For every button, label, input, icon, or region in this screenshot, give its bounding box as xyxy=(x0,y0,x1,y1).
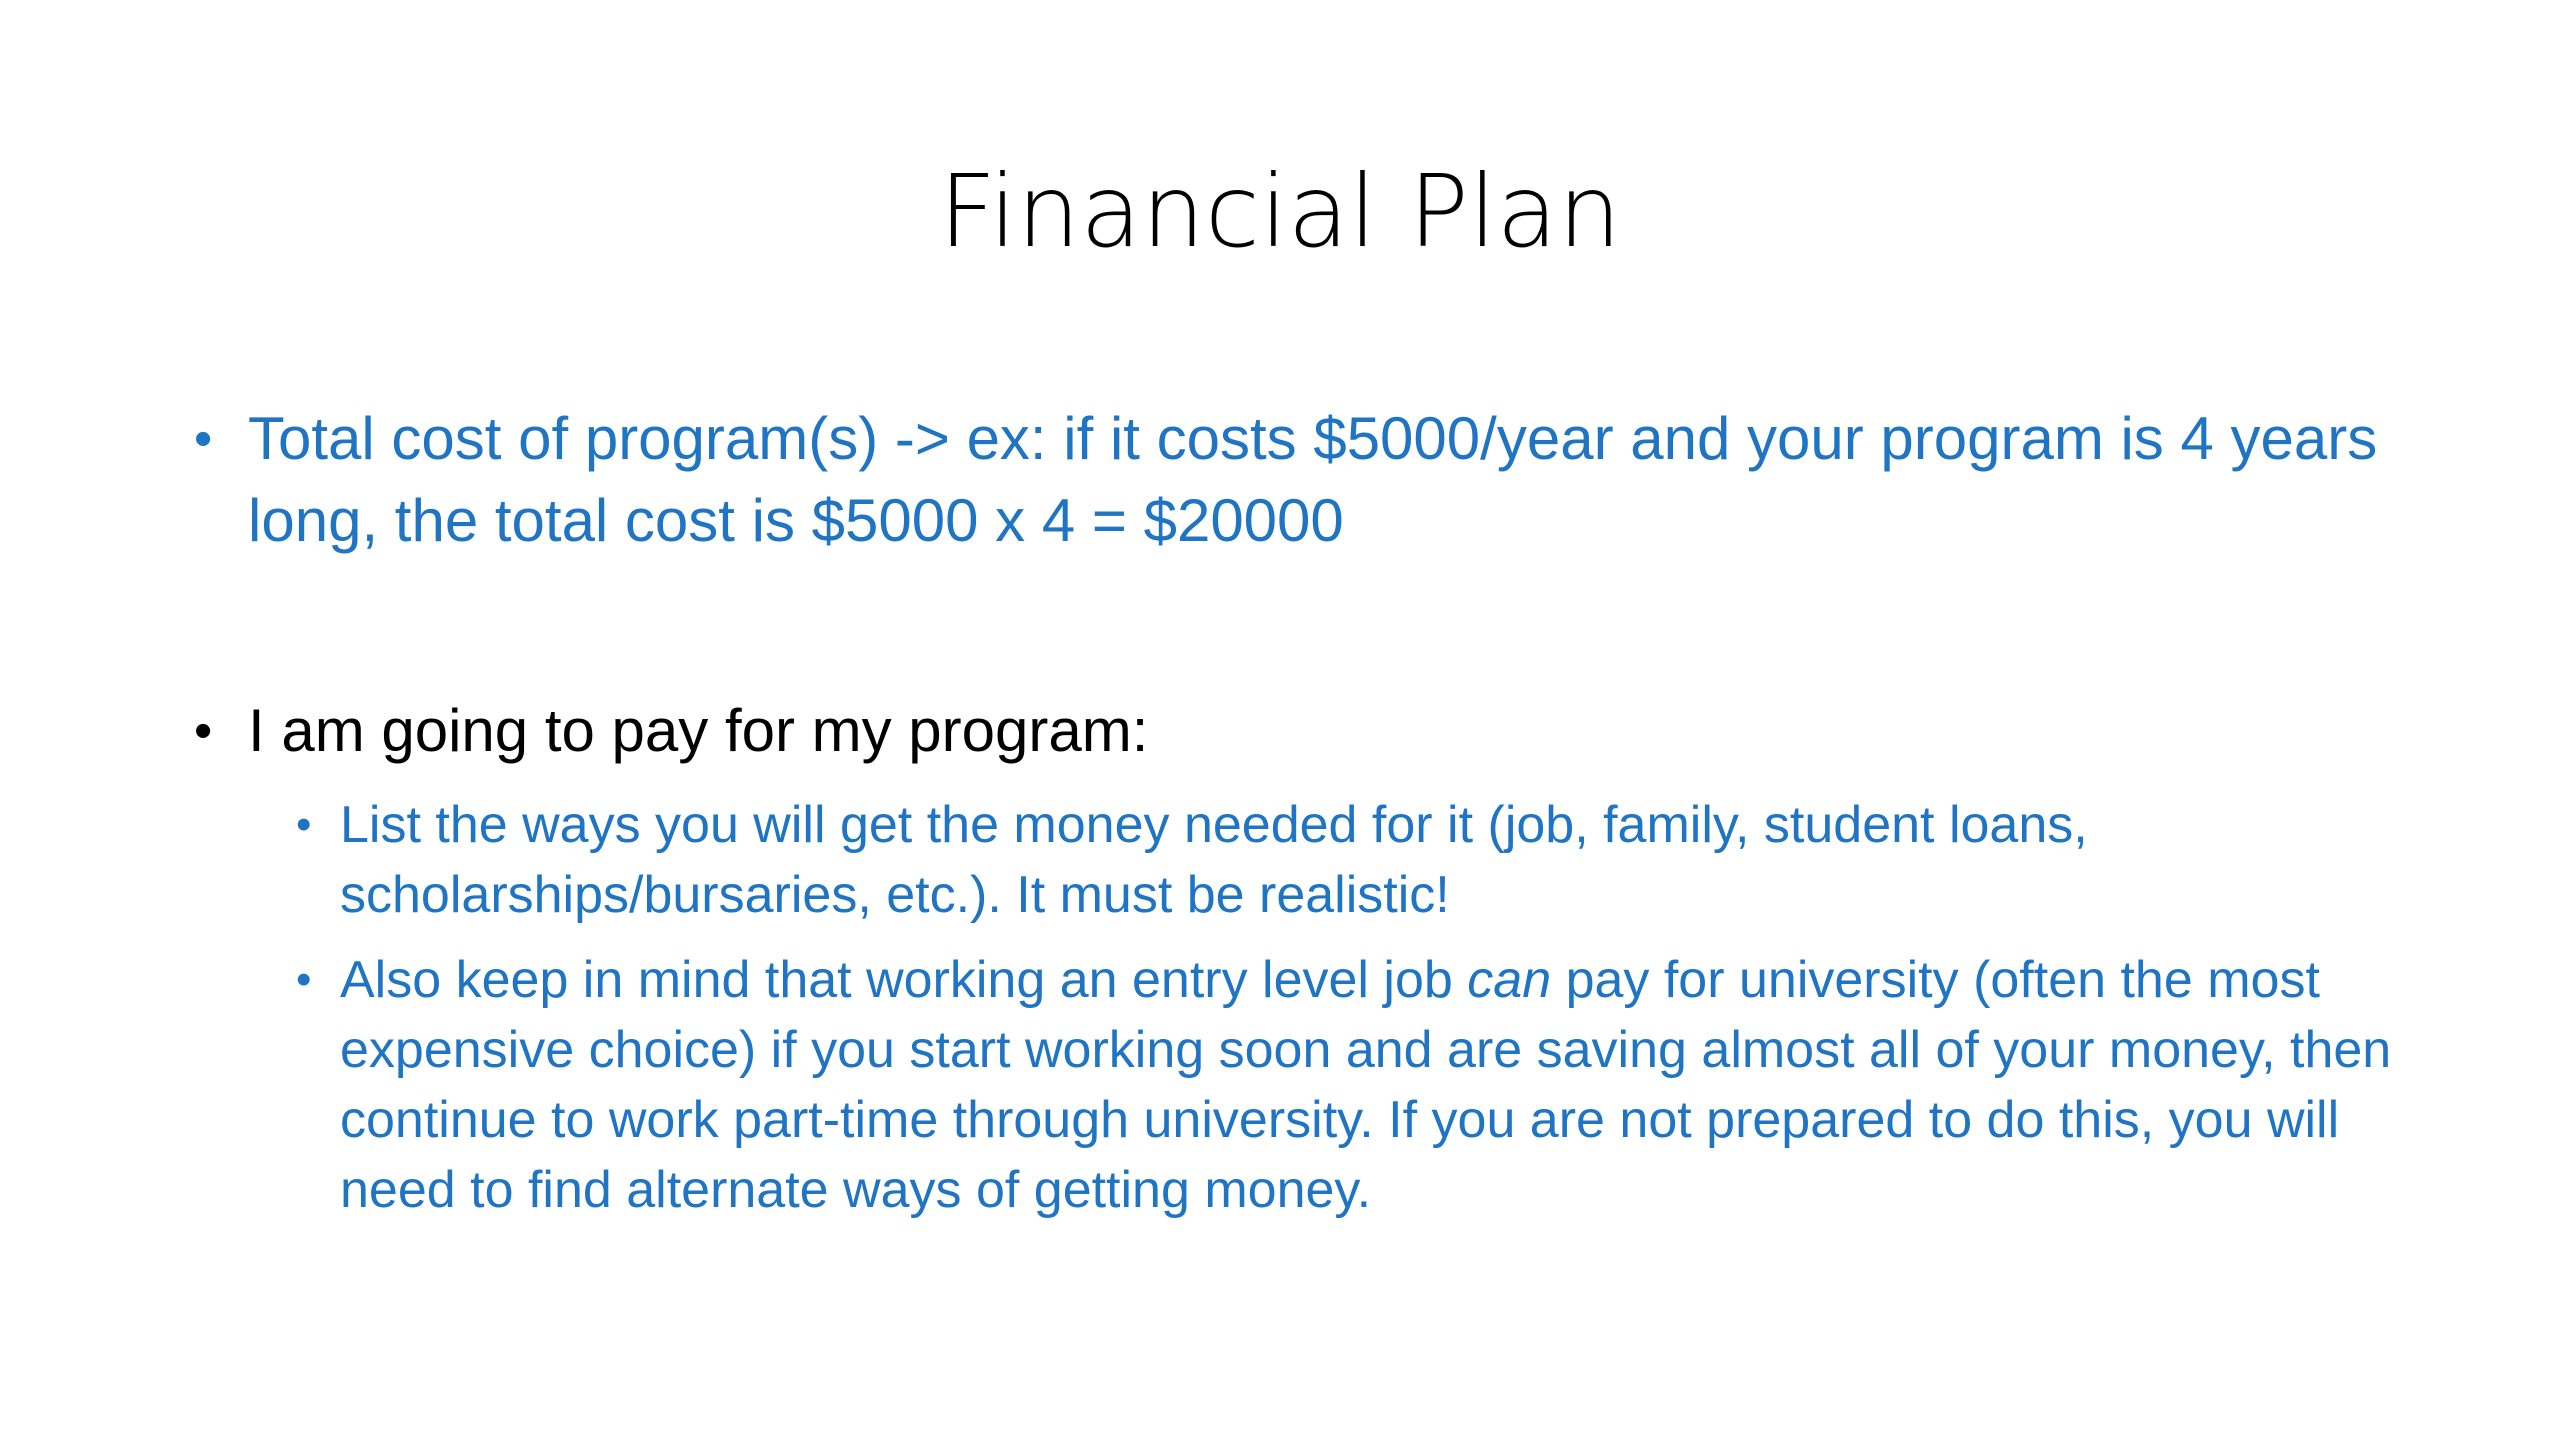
bullet-pay-for-program-text: I am going to pay for my program: xyxy=(248,697,1149,764)
sub-bullet-text-before: Also keep in mind that working an entry level job xyxy=(340,951,1468,1009)
bullet-total-cost-text: Total cost of program(s) -> ex: if it costs $5000/year and your program is 4 years long, the total cost is $5000 x 4 = $20000 xyxy=(248,405,2378,554)
bullet-dot-icon: • xyxy=(296,800,312,849)
bullet-dot-icon: • xyxy=(194,702,213,760)
sub-bullet-text-after: pay for university (often the most expensive choice) if you start working soon and are saving almost all of your money, then continue to work part-time through university. If you are not prepared to do this, you will need to find alternate ways of getting money. xyxy=(340,951,2392,1219)
bullet-pay-for-program xyxy=(194,690,2438,772)
bullet-dot-icon: • xyxy=(296,955,312,1004)
sub-bullet-entry-level-job xyxy=(296,945,2426,1225)
sub-bullet-list-ways xyxy=(296,790,2426,930)
bullet-dot-icon: • xyxy=(194,410,213,468)
sub-bullet-emphasis: can xyxy=(1467,951,1552,1009)
sub-bullet-list-ways-text: List the ways you will get the money needed for it (job, family, student loans, scholarships/bursaries, etc.). It must be realistic! xyxy=(340,796,2088,924)
bullet-total-cost xyxy=(194,398,2438,562)
sub-bullet-entry-level-job-text xyxy=(296,945,2426,1225)
slide-title: Financial Plan xyxy=(938,153,1622,270)
